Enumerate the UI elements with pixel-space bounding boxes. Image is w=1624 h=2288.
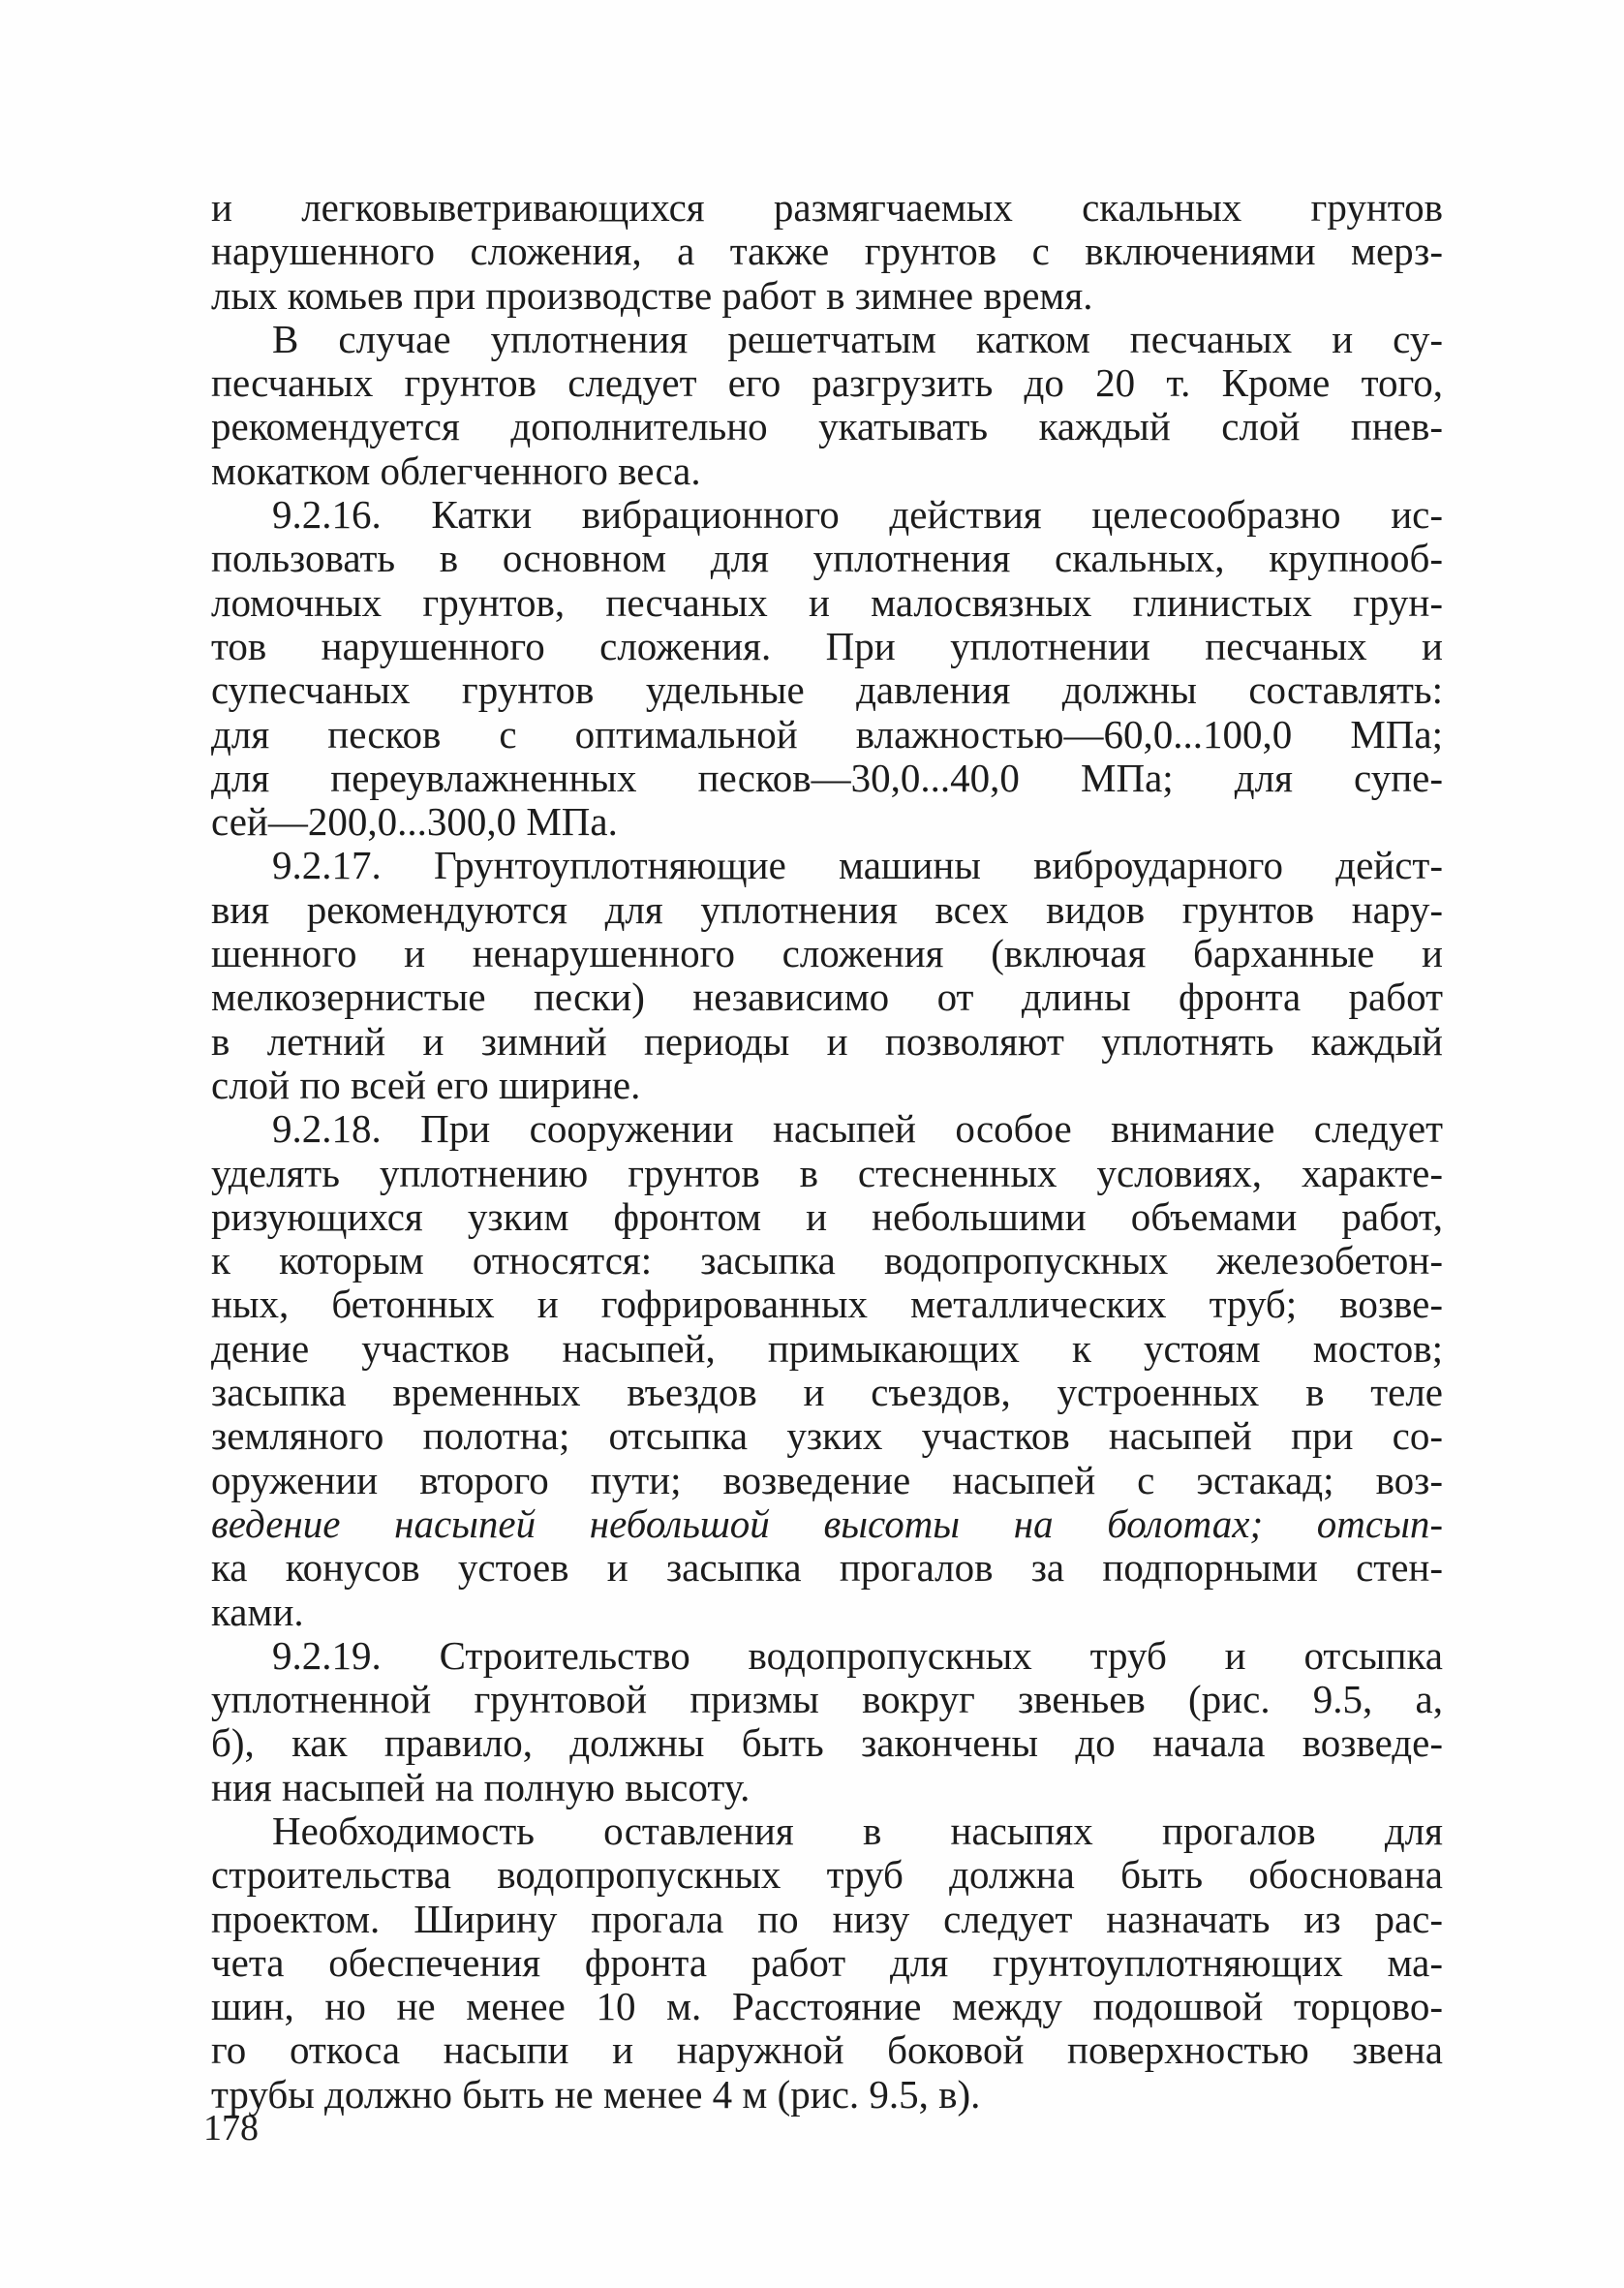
text-line: ных, бетонных и гофрированных металлических труб; возве- — [211, 1283, 1443, 1327]
text-line: вия рекомендуются для уплотнения всех видов грунтов нару- — [211, 887, 1443, 932]
text-line: песчаных грунтов следует его разгрузить до 20 т. Кроме того, — [211, 361, 1443, 406]
text-line: уплотненной грунтовой призмы вокруг звеньев (рис. 9.5, а, — [211, 1678, 1443, 1722]
text-line: мелкозернистые пески) независимо от длины фронта работ — [211, 975, 1443, 1020]
text-line: проектом. Ширину прогала по низу следует назначать из рас- — [211, 1897, 1443, 1941]
text-line: б), как правило, должны быть закончены до начала возведе- — [211, 1721, 1443, 1766]
text-line: и легковыветривающихся размягчаемых скальных грунтов — [211, 186, 1443, 230]
text-line: уделять уплотнению грунтов в стесненных условиях, характе- — [211, 1151, 1443, 1195]
text-line: тов нарушенного сложения. При уплотнении песчаных и — [211, 624, 1443, 668]
text-line: лых комьев при производстве работ в зимнее время. — [211, 273, 1093, 318]
text-line: пользовать в основном для уплотнения скальных, крупнооб- — [211, 537, 1443, 581]
text-line: нарушенного сложения, а также грунтов с включениями мерз- — [211, 230, 1443, 274]
text-line: шин, но не менее 10 м. Расстояние между подошвой торцово- — [211, 1985, 1443, 2029]
text-line: рекомендуется дополнительно укатывать каждый слой пнев- — [211, 405, 1443, 449]
text-line: в летний и зимний периоды и позволяют уплотнять каждый — [211, 1019, 1443, 1064]
page-number: 178 — [203, 2108, 259, 2149]
text-line: дение участков насыпей, примыкающих к устоям мостов; — [211, 1326, 1443, 1371]
text-line: строительства водопропускных труб должна быть обоснована — [211, 1853, 1443, 1898]
text-line: 9.2.16. Катки вибрационного действия целесообразно ис- — [272, 493, 1443, 538]
text-line: Необходимость оставления в насыпях прогалов для — [272, 1809, 1443, 1853]
text-line: 9.2.17. Грунтоуплотняющие машины виброударного дейст- — [272, 844, 1443, 888]
text-line: к которым относятся: засыпка водопропускных железобетон- — [211, 1239, 1443, 1283]
text-line: шенного и ненарушенного сложения (включая барханные и — [211, 932, 1443, 976]
text-line: В случае уплотнения решетчатым катком песчаных и су- — [272, 317, 1443, 361]
text-line: трубы должно быть не менее 4 м (рис. 9.5, в). — [211, 2072, 981, 2117]
text-line: оружении второго пути; возведение насыпей с эстакад; воз- — [211, 1458, 1443, 1502]
text-line: ризующихся узким фронтом и небольшими объемами работ, — [211, 1194, 1443, 1239]
text-line: сей—200,0...300,0 МПа. — [211, 800, 618, 845]
text-line: земляного полотна; отсыпка узких участков насыпей при со- — [211, 1414, 1443, 1459]
text-line: слой по всей его ширине. — [211, 1063, 641, 1107]
text-line: 9.2.18. При сооружении насыпей особое внимание следует — [272, 1107, 1443, 1152]
text-line: го откоса насыпи и наружной боковой поверхностью звена — [211, 2028, 1443, 2073]
text-line: мокатком облегченного веса. — [211, 448, 701, 493]
text-line: ведение насыпей небольшой высоты на болотах; отсып- — [211, 1501, 1443, 1546]
text-line: для песков с оптимальной влажностью—60,0...100,0 МПа; — [211, 712, 1443, 757]
text-line: супесчаных грунтов удельные давления должны составлять: — [211, 668, 1443, 713]
body-text — [211, 186, 1443, 2117]
text-line: ка конусов устоев и засыпка прогалов за подпорными стен- — [211, 1546, 1443, 1591]
text-line: ломочных грунтов, песчаных и малосвязных глинистых грун- — [211, 580, 1443, 625]
text-line: 9.2.19. Строительство водопропускных труб и отсыпка — [272, 1633, 1443, 1678]
text-line: засыпка временных въездов и съездов, устроенных в теле — [211, 1371, 1443, 1415]
text-line: ния насыпей на полную высоту. — [211, 1765, 751, 1809]
text-line: для переувлажненных песков—30,0...40,0 МПа; для супе- — [211, 756, 1443, 800]
text-line: ками. — [211, 1590, 304, 1634]
text-line: чета обеспечения фронта работ для грунтоуплотняющих ма- — [211, 1940, 1443, 1985]
